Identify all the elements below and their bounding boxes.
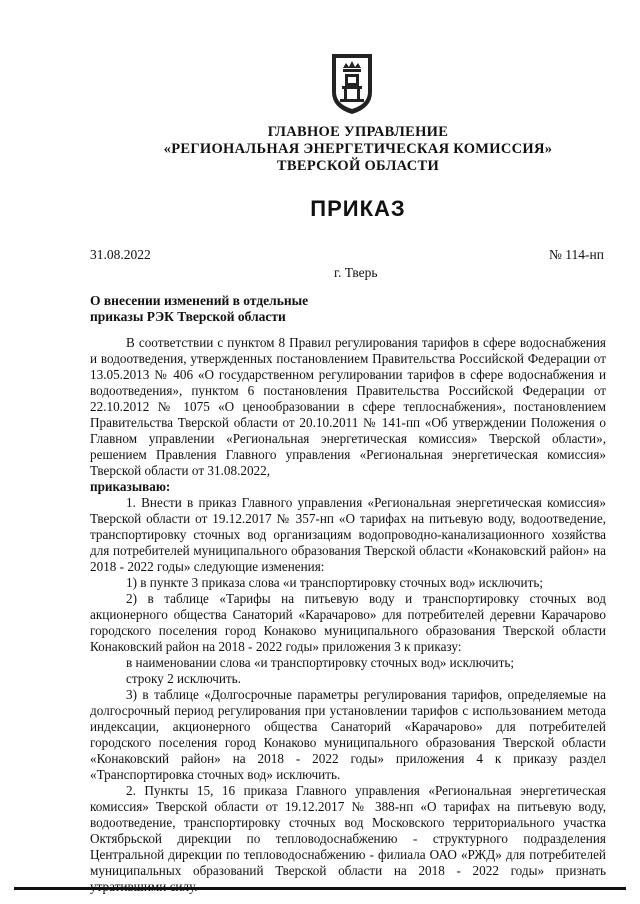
subject-line-2: приказы РЭК Тверской области <box>90 309 286 324</box>
paragraph-1-2: 2) в таблице «Тарифы на питьевую воду и транспортировку сточных вод акционерного общества Санаторий «Карачарово» для потребителей деревни Карачарово городского поселения город Конаково муниципального образования Тверской области Конаковский район на 2018 - 2022 годы» приложения 3 к приказу: <box>90 591 606 654</box>
subject-line-1: О внесении изменений в отдельные <box>90 293 309 308</box>
preamble-paragraph: В соответствии с пунктом 8 Правил регулирования тарифов в сфере водоснабжения и водоотведения, утвержденных постановлением Правительства Российской Федерации от 13.05.2013 № 406 «О государственном регулировании тарифов в сфере водоснабжения и водоотведения», пунктом 6 постановления Правительства Российской Федерации от 22.10.2012 № 1075 «О ценообразовании в сфере теплоснабжения», постановлением Правительства Тверской области от 20.10.2011 № 141-пп «Об утверждении Положения о Главном управлении «Региональная энергетическая комиссия» Тверской области», решением Правления Главного управления «Региональная энергетическая комиссия» Тверской области от 31.08.2022, <box>90 335 606 478</box>
title-text: ПРИКАЗ <box>310 196 406 221</box>
paragraph-1-3: 3) в таблице «Долгосрочные параметры регулирования тарифов, определяемые на долгосрочный период регулирования при установлении тарифов с использованием метода индексации, акционерного общества Санаторий «Карачарово» для потребителей городского поселения город Конаково муниципального образования Тверской области «Конаковский район» на 2018 - 2022 годы» приложения 4 к приказу раздел «Транспортировка сточных вод» исключить. <box>90 687 606 782</box>
org-line-2: «РЕГИОНАЛЬНАЯ ЭНЕРГЕТИЧЕСКАЯ КОМИССИЯ» <box>163 141 553 157</box>
paragraph-1: 1. Внести в приказ Главного управления «Региональная энергетическая комиссия» Тверской области от 19.12.2017 № 357-нп «О тарифах на питьевую воду, водоотведение, транспортировку сточных вод организациям водопроводно-канализационного хозяйства для потребителей муниципального образования Тверской области «Конаковский район» на 2018 - 2022 годы» следующие изменения: <box>90 495 606 574</box>
paragraph-1-2-a: в наименовании слова «и транспортировку сточных вод» исключить; <box>126 655 515 670</box>
paragraph-1-1: 1) в пункте 3 приказа слова «и транспортировку сточных вод» исключить; <box>126 575 544 590</box>
paragraph-2: 2. Пункты 15, 16 приказа Главного управления «Региональная энергетическая комиссия» Тверской области от 19.12.2017 № 388-нп «О тарифах на питьевую воду, водоотведение, транспортировку сточных вод Московского территориального участка Октябрьской дирекции по тепловодоснабжению - структурного подразделения Центральной дирекции по тепловодоснабжению - филиала ОАО «РЖД» для потребителей муниципальных образований Тверской области на 2018 - 2022 годы» признать <box>90 783 606 878</box>
document-body <box>90 335 606 895</box>
order-word: приказываю: <box>90 479 171 494</box>
organization-name <box>0 124 640 175</box>
org-line-1: ГЛАВНОЕ УПРАВЛЕНИЕ <box>267 124 449 140</box>
document-subject <box>90 293 308 325</box>
document-city: г. Тверь <box>334 265 378 280</box>
document-date: 31.08.2022 <box>90 247 151 262</box>
document-title <box>0 196 640 222</box>
coat-of-arms-icon <box>328 52 376 116</box>
paragraph-1-2-b: строку 2 исключить. <box>126 671 241 686</box>
bottom-rule <box>14 887 626 890</box>
document-number: № 114-нп <box>549 247 604 262</box>
org-line-3: ТВЕРСКОЙ ОБЛАСТИ <box>276 158 440 174</box>
